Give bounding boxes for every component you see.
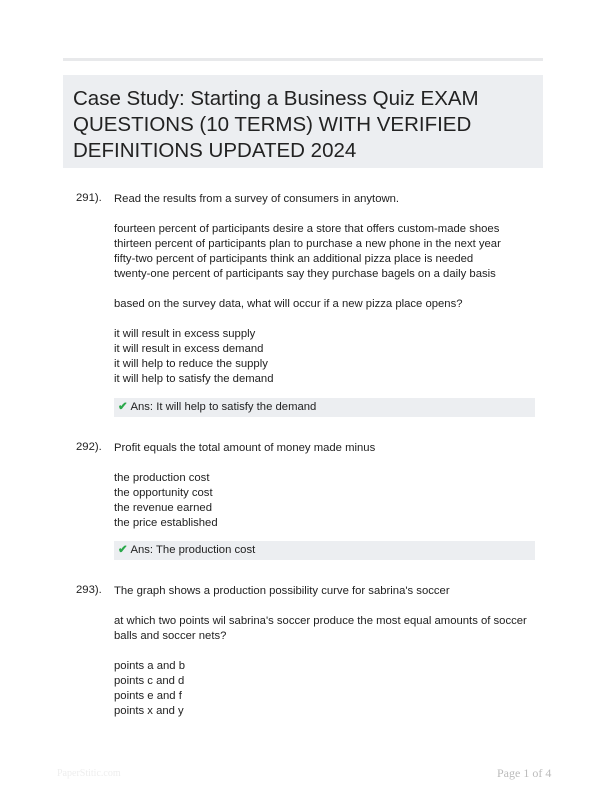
option: the revenue earned [114, 502, 212, 514]
question-text: The graph shows a production possibility curve for sabrina's soccer [114, 585, 450, 597]
document-title: Case Study: Starting a Business Quiz EXAM QUESTIONS (10 TERMS) WITH VERIFIED DEFINITIONS UPDATED 2024 [63, 75, 543, 168]
option: the opportunity cost [114, 487, 213, 499]
option: it will result in excess demand [114, 343, 264, 355]
detail: fifty-two percent of participants think an additional pizza place is needed [114, 253, 474, 265]
question-prompt: based on the survey data, what will occur if a new pizza place opens? [114, 298, 463, 310]
answer-box [114, 398, 535, 417]
option: it will result in excess supply [114, 328, 256, 340]
detail: thirteen percent of participants plan to purchase a new phone in the next year [114, 238, 501, 250]
question-prompt: at which two points wil sabrina's soccer produce the most equal amounts of soccer balls and soccer nets? [114, 615, 527, 642]
question-text: Profit equals the total amount of money made minus [114, 442, 376, 454]
detail: twenty-one percent of participants say they purchase bagels on a daily basis [114, 268, 496, 280]
question-text: Read the results from a survey of consumers in anytown. [114, 193, 400, 205]
question-number: 291). [76, 192, 102, 204]
question-number: 293). [76, 584, 102, 596]
option: points c and d [114, 675, 185, 687]
page-number: Page 1 of 4 [497, 766, 552, 780]
checkmark-icon: ✔ [118, 544, 128, 556]
answer-text: Ans: It will help to satisfy the demand [130, 401, 317, 413]
option: the price established [114, 517, 218, 529]
footer-site: PaperStitic.com [57, 768, 121, 779]
option: the production cost [114, 472, 210, 484]
option: points a and b [114, 660, 185, 672]
answer-box [114, 541, 535, 560]
divider [63, 58, 543, 61]
detail: fourteen percent of participants desire a store that offers custom-made shoes [114, 223, 500, 235]
question-number: 292). [76, 441, 102, 453]
answer-text: Ans: The production cost [130, 544, 256, 556]
checkmark-icon: ✔ [118, 401, 128, 413]
option: it will help to reduce the supply [114, 358, 268, 370]
option: points e and f [114, 690, 182, 702]
option: points x and y [114, 705, 184, 717]
option: it will help to satisfy the demand [114, 373, 274, 385]
